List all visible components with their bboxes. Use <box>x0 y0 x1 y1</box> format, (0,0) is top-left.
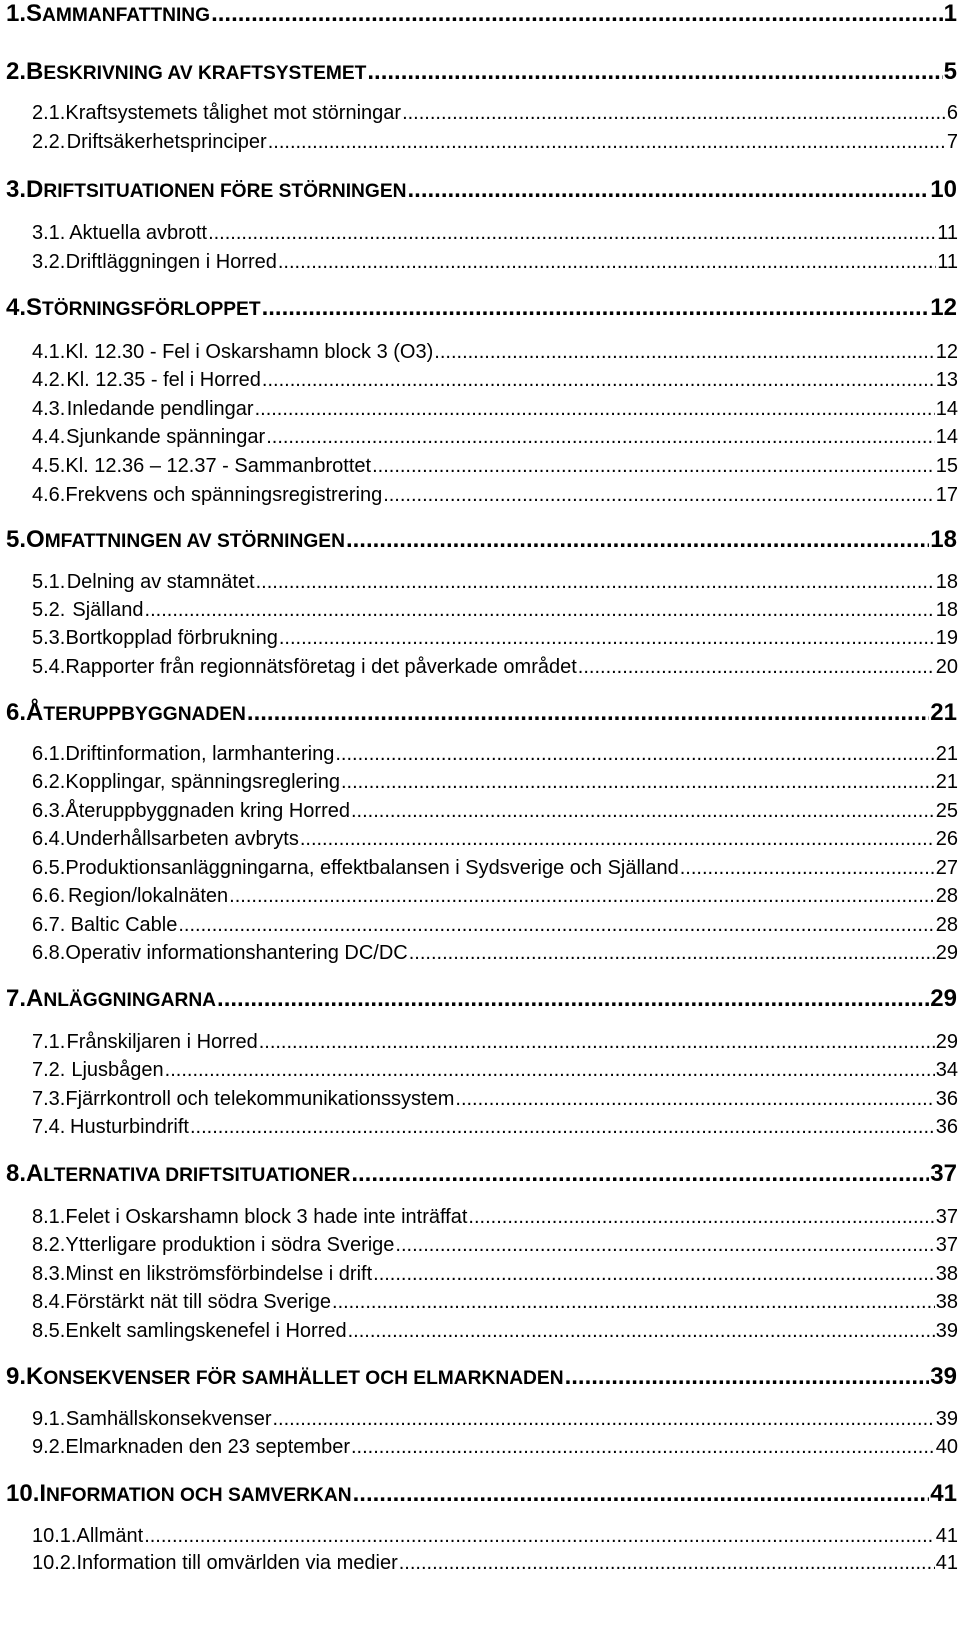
toc-entry-title: Förstärkt nät till södra Sverige <box>65 1291 332 1313</box>
toc-entry-title: Delning av stamnätet <box>66 571 255 593</box>
toc-entry-number: 6.1. <box>32 743 66 765</box>
toc-entry-number: 5. <box>6 526 27 553</box>
dot-leader <box>278 251 936 274</box>
toc-entry-page-number: 1 <box>943 0 957 27</box>
toc-entry-number: 3. <box>6 176 27 203</box>
toc-section-entry[interactable] <box>32 627 958 659</box>
dot-leader <box>255 398 935 421</box>
toc-entry-number: 8.4. <box>32 1291 66 1313</box>
toc-entry-number: 6.7. <box>32 914 66 936</box>
toc-entry-page-number: 18 <box>930 526 957 553</box>
toc-entry-page-number: 34 <box>935 1059 958 1081</box>
toc-entry-title: Driftinformation, larmhantering <box>65 743 335 765</box>
toc-entry-title-rest: ESKRIVNING AV KRAFTSYSTEMET <box>43 63 367 84</box>
toc-entry-title: Husturbindrift <box>70 1116 189 1138</box>
toc-entry-title-rest: MFATTNINGEN AV STÖRNINGEN <box>44 531 345 552</box>
toc-entry-page-number: 29 <box>935 942 958 964</box>
toc-chapter-entry[interactable] <box>6 1160 957 1192</box>
toc-entry-number: 6. <box>6 699 27 726</box>
toc-section-entry[interactable] <box>32 885 958 917</box>
dot-leader <box>217 985 929 1013</box>
dot-leader <box>144 1525 935 1548</box>
toc-entry-title: Samhällskonsekvenser <box>65 1408 272 1430</box>
toc-entry-title: Minst en likströmsförbindelse i drift <box>65 1263 373 1285</box>
toc-entry-number: 8.3. <box>32 1263 66 1285</box>
toc-entry-title: Enkelt samlingskenefel i Horred <box>65 1320 347 1342</box>
toc-chapter-entry[interactable] <box>6 985 957 1017</box>
toc-entry-number: 6.4. <box>32 828 66 850</box>
toc-entry-title: Rapporter från regionnätsföretag i det påverkade området <box>65 656 577 678</box>
toc-entry-title-initial: Å <box>26 699 44 726</box>
toc-entry-title: Frånskiljaren i Horred <box>66 1031 258 1053</box>
toc-section-entry[interactable] <box>32 1059 958 1091</box>
dot-leader <box>247 699 929 727</box>
toc-chapter-entry[interactable] <box>6 1480 957 1512</box>
dot-leader <box>165 1059 935 1082</box>
toc-entry-number: 7. <box>6 985 27 1012</box>
toc-chapter-entry[interactable] <box>6 176 957 208</box>
toc-entry-page-number: 21 <box>930 699 957 726</box>
toc-entry-title-rest: NLÄGGNINGARNA <box>43 990 217 1011</box>
toc-entry-title: Region/lokalnäten <box>68 885 229 907</box>
toc-entry-number: 5.4. <box>32 656 66 678</box>
toc-entry-page-number: 41 <box>935 1525 958 1547</box>
toc-entry-title-rest: AMMANFATTNING <box>42 5 211 26</box>
toc-entry-number: 8.5. <box>32 1320 66 1342</box>
toc-entry-page-number: 37 <box>935 1234 958 1256</box>
toc-entry-title: Elmarknaden den 23 september <box>65 1436 350 1458</box>
toc-entry-page-number: 38 <box>935 1263 958 1285</box>
toc-entry-title: Aktuella avbrott <box>69 222 208 244</box>
toc-section-entry[interactable] <box>32 828 958 860</box>
toc-entry-number: 9.2. <box>32 1436 66 1458</box>
toc-entry-page-number: 11 <box>937 251 958 273</box>
toc-entry-page-number: 37 <box>935 1206 958 1228</box>
dot-leader <box>353 1480 930 1508</box>
dot-leader <box>348 1320 935 1343</box>
dot-leader <box>351 1160 929 1188</box>
toc-entry-page-number: 36 <box>935 1116 958 1138</box>
toc-section-entry[interactable] <box>32 251 958 283</box>
toc-section-entry[interactable] <box>32 455 958 487</box>
toc-entry-title: Kraftsystemets tålighet mot störningar <box>65 102 402 124</box>
toc-section-entry[interactable] <box>32 656 958 688</box>
toc-section-entry[interactable] <box>32 369 958 401</box>
toc-entry-title: Fjärrkontroll och telekommunikationssystem <box>65 1088 455 1110</box>
toc-entry-page-number: 26 <box>935 828 958 850</box>
toc-section-entry[interactable] <box>32 942 958 974</box>
toc-entry-page-number: 29 <box>935 1031 958 1053</box>
toc-entry-number: 6.6. <box>32 885 66 907</box>
toc-entry-page-number: 20 <box>935 656 958 678</box>
toc-entry-title: Underhållsarbeten avbryts <box>65 828 299 850</box>
toc-entry-title: Kopplingar, spänningsreglering <box>65 771 340 793</box>
toc-entry-number: 10. <box>6 1480 40 1507</box>
toc-entry-page-number: 28 <box>935 885 958 907</box>
dot-leader <box>351 800 935 823</box>
toc-entry-page-number: 17 <box>935 484 958 506</box>
toc-entry-page-number: 39 <box>935 1408 958 1430</box>
dot-leader <box>208 222 936 245</box>
toc-section-entry[interactable] <box>32 222 958 254</box>
dot-leader <box>346 526 929 554</box>
toc-entry-number: 6.2. <box>32 771 66 793</box>
toc-entry-page-number: 39 <box>930 1363 957 1390</box>
toc-entry-number: 8. <box>6 1160 27 1187</box>
toc-chapter-entry[interactable] <box>6 699 957 731</box>
dot-leader <box>409 942 935 965</box>
dot-leader <box>279 627 935 650</box>
toc-section-entry[interactable] <box>32 1116 958 1148</box>
toc-entry-number: 5.2. <box>32 599 66 621</box>
toc-entry-title <box>26 1363 564 1391</box>
toc-entry-title <box>39 1480 351 1508</box>
toc-entry-title: Produktionsanläggningarna, effektbalansen i Sydsverige och Själland <box>65 857 679 879</box>
toc-entry-page-number: 37 <box>930 1160 957 1187</box>
toc-entry-number: 1. <box>6 0 27 27</box>
toc-entry-title <box>26 0 210 28</box>
toc-entry-number: 3.1. <box>32 222 66 244</box>
toc-entry-number: 4. <box>6 294 27 321</box>
toc-entry-title: Inledande pendlingar <box>66 398 254 420</box>
dot-leader <box>351 1436 935 1459</box>
toc-section-entry[interactable] <box>32 1234 958 1266</box>
dot-leader <box>372 455 935 478</box>
toc-entry-number: 2.1. <box>32 102 66 124</box>
toc-entry-title-rest: TERUPPBYGGNADEN <box>43 704 246 725</box>
toc-entry-title: Ytterligare produktion i södra Sverige <box>65 1234 395 1256</box>
toc-entry-number: 4.4. <box>32 426 66 448</box>
toc-entry-number: 7.4. <box>32 1116 66 1138</box>
dot-leader <box>367 58 942 86</box>
toc-entry-page-number: 7 <box>946 131 958 153</box>
dot-leader <box>399 1552 935 1575</box>
toc-entry-number: 4.2. <box>32 369 66 391</box>
toc-entry-title-initial: I <box>39 1480 47 1507</box>
toc-entry-title-initial: A <box>26 1160 44 1187</box>
dot-leader <box>434 341 934 364</box>
toc-section-entry[interactable] <box>32 484 958 516</box>
dot-leader <box>262 294 930 322</box>
toc-entry-title: Bortkopplad förbrukning <box>65 627 278 649</box>
dot-leader <box>408 176 930 204</box>
toc-section-entry[interactable] <box>32 426 958 458</box>
toc-entry-title: Frekvens och spänningsregistrering <box>65 484 383 506</box>
dot-leader <box>332 1291 935 1314</box>
dot-leader <box>178 914 934 937</box>
toc-entry-page-number: 14 <box>935 426 958 448</box>
toc-section-entry[interactable] <box>32 1291 958 1323</box>
dot-leader <box>578 656 935 679</box>
toc-entry-number: 10.2. <box>32 1552 77 1574</box>
toc-entry-number: 4.3. <box>32 398 66 420</box>
toc-entry-page-number: 36 <box>935 1088 958 1110</box>
toc-entry-title-initial: K <box>26 1363 44 1390</box>
toc-entry-number: 6.8. <box>32 942 66 964</box>
toc-entry-title <box>26 58 366 86</box>
toc-entry-number: 4.5. <box>32 455 66 477</box>
toc-entry-number: 2. <box>6 58 27 85</box>
toc-entry-title: Driftläggningen i Horred <box>65 251 277 273</box>
toc-entry-page-number: 25 <box>935 800 958 822</box>
dot-leader <box>266 426 935 449</box>
toc-entry-page-number: 12 <box>935 341 958 363</box>
dot-leader <box>373 1263 935 1286</box>
toc-entry-page-number: 41 <box>930 1480 957 1507</box>
toc-entry-title <box>26 176 406 204</box>
toc-section-entry[interactable] <box>32 771 958 803</box>
toc-entry-page-number: 13 <box>935 369 958 391</box>
toc-entry-title: Driftsäkerhetsprinciper <box>66 131 267 153</box>
toc-entry-number: 8.1. <box>32 1206 66 1228</box>
toc-entry-number: 7.3. <box>32 1088 66 1110</box>
toc-entry-number: 5.3. <box>32 627 66 649</box>
toc-entry-title: Felet i Oskarshamn block 3 hade inte inträffat <box>65 1206 468 1228</box>
toc-entry-title <box>26 985 216 1013</box>
toc-entry-title-initial: S <box>26 294 43 321</box>
toc-entry-title <box>26 1160 350 1188</box>
toc-chapter-entry[interactable] <box>6 58 957 90</box>
toc-entry-title: Kl. 12.35 - fel i Horred <box>66 369 261 391</box>
toc-entry-number: 7.1. <box>32 1031 66 1053</box>
toc-entry-page-number: 12 <box>930 294 957 321</box>
toc-entry-title-rest: LTERNATIVA DRIFTSITUATIONER <box>43 1165 351 1186</box>
toc-entry-page-number: 39 <box>935 1320 958 1342</box>
toc-entry-title: Kl. 12.30 - Fel i Oskarshamn block 3 (O3) <box>65 341 434 363</box>
toc-entry-number: 4.6. <box>32 484 66 506</box>
toc-entry-title <box>26 699 246 727</box>
toc-entry-page-number: 11 <box>937 222 958 244</box>
toc-entry-number: 3.2. <box>32 251 66 273</box>
toc-entry-number: 2.2. <box>32 131 66 153</box>
toc-entry-page-number: 41 <box>935 1552 958 1574</box>
dot-leader <box>383 484 935 507</box>
toc-entry-number: 4.1. <box>32 341 66 363</box>
toc-entry-page-number: 21 <box>935 743 958 765</box>
toc-entry-number: 9.1. <box>32 1408 66 1430</box>
toc-entry-title: Allmänt <box>76 1525 144 1547</box>
toc-entry-number: 10.1. <box>32 1525 77 1547</box>
toc-entry-number: 9. <box>6 1363 27 1390</box>
dot-leader <box>262 369 935 392</box>
toc-entry-title <box>26 526 345 554</box>
dot-leader <box>256 571 935 594</box>
toc-entry-page-number: 10 <box>930 176 957 203</box>
toc-entry-title-initial: O <box>26 526 45 553</box>
toc-entry-title-rest: RIFTSITUATIONEN FÖRE STÖRNINGEN <box>43 181 407 202</box>
dot-leader <box>335 743 934 766</box>
toc-entry-page-number: 21 <box>935 771 958 793</box>
toc-section-entry[interactable] <box>32 1552 958 1584</box>
toc-entry-number: 6.3. <box>32 800 66 822</box>
dot-leader <box>268 131 946 154</box>
toc-entry-page-number: 38 <box>935 1291 958 1313</box>
toc-entry-page-number: 14 <box>935 398 958 420</box>
toc-entry-page-number: 15 <box>935 455 958 477</box>
dot-leader <box>259 1031 935 1054</box>
toc-entry-number: 6.5. <box>32 857 66 879</box>
dot-leader <box>455 1088 934 1111</box>
toc-chapter-entry[interactable] <box>6 526 957 558</box>
dot-leader <box>680 857 935 880</box>
toc-section-entry[interactable] <box>32 1320 958 1352</box>
toc-entry-title-initial: S <box>26 0 43 27</box>
toc-entry-title <box>26 294 261 322</box>
toc-entry-number: 7.2. <box>32 1059 66 1081</box>
toc-chapter-entry[interactable] <box>6 294 957 326</box>
toc-entry-title: Kl. 12.36 – 12.37 - Sammanbrottet <box>65 455 372 477</box>
toc-entry-title: Sjunkande spänningar <box>66 426 266 448</box>
toc-entry-title: Själland <box>72 599 144 621</box>
toc-entry-page-number: 18 <box>935 599 958 621</box>
dot-leader <box>300 828 935 851</box>
dot-leader <box>468 1206 934 1229</box>
toc-entry-title-rest: NFORMATION OCH SAMVERKAN <box>46 1485 352 1506</box>
toc-entry-page-number: 40 <box>935 1436 958 1458</box>
toc-entry-number: 5.1. <box>32 571 66 593</box>
toc-entry-title-initial: B <box>26 58 44 85</box>
toc-entry-title: Återuppbyggnaden kring Horred <box>65 800 350 822</box>
dot-leader <box>565 1363 930 1391</box>
toc-entry-number: 8.2. <box>32 1234 66 1256</box>
dot-leader <box>145 599 935 622</box>
toc-entry-title: Baltic Cable <box>70 914 178 936</box>
toc-entry-page-number: 19 <box>935 627 958 649</box>
toc-chapter-entry[interactable] <box>6 1363 957 1395</box>
toc-entry-page-number: 6 <box>946 102 958 124</box>
toc-entry-title: Operativ informationshantering DC/DC <box>65 942 408 964</box>
toc-section-entry[interactable] <box>32 1436 958 1468</box>
toc-entry-title-initial: A <box>26 985 44 1012</box>
toc-entry-title: Ljusbågen <box>71 1059 164 1081</box>
toc-entry-page-number: 28 <box>935 914 958 936</box>
toc-entry-title-initial: D <box>26 176 44 203</box>
toc-entry-title: Information till omvärlden via medier <box>76 1552 398 1574</box>
toc-chapter-entry[interactable] <box>6 0 957 32</box>
toc-entry-title-rest: TÖRNINGSFÖRLOPPET <box>42 299 261 320</box>
toc-section-entry[interactable] <box>32 131 958 163</box>
toc-section-entry[interactable] <box>32 102 958 134</box>
dot-leader <box>402 102 946 125</box>
dot-leader <box>341 771 935 794</box>
toc-entry-page-number: 29 <box>930 985 957 1012</box>
dot-leader <box>229 885 935 908</box>
dot-leader <box>272 1408 934 1431</box>
toc-entry-page-number: 27 <box>935 857 958 879</box>
toc-entry-title-rest: ONSEKVENSER FÖR SAMHÄLLET OCH ELMARKNADEN <box>43 1368 564 1389</box>
toc-entry-page-number: 5 <box>943 58 957 85</box>
dot-leader <box>211 0 943 28</box>
dot-leader <box>395 1234 934 1257</box>
dot-leader <box>190 1116 935 1139</box>
toc-entry-page-number: 18 <box>935 571 958 593</box>
